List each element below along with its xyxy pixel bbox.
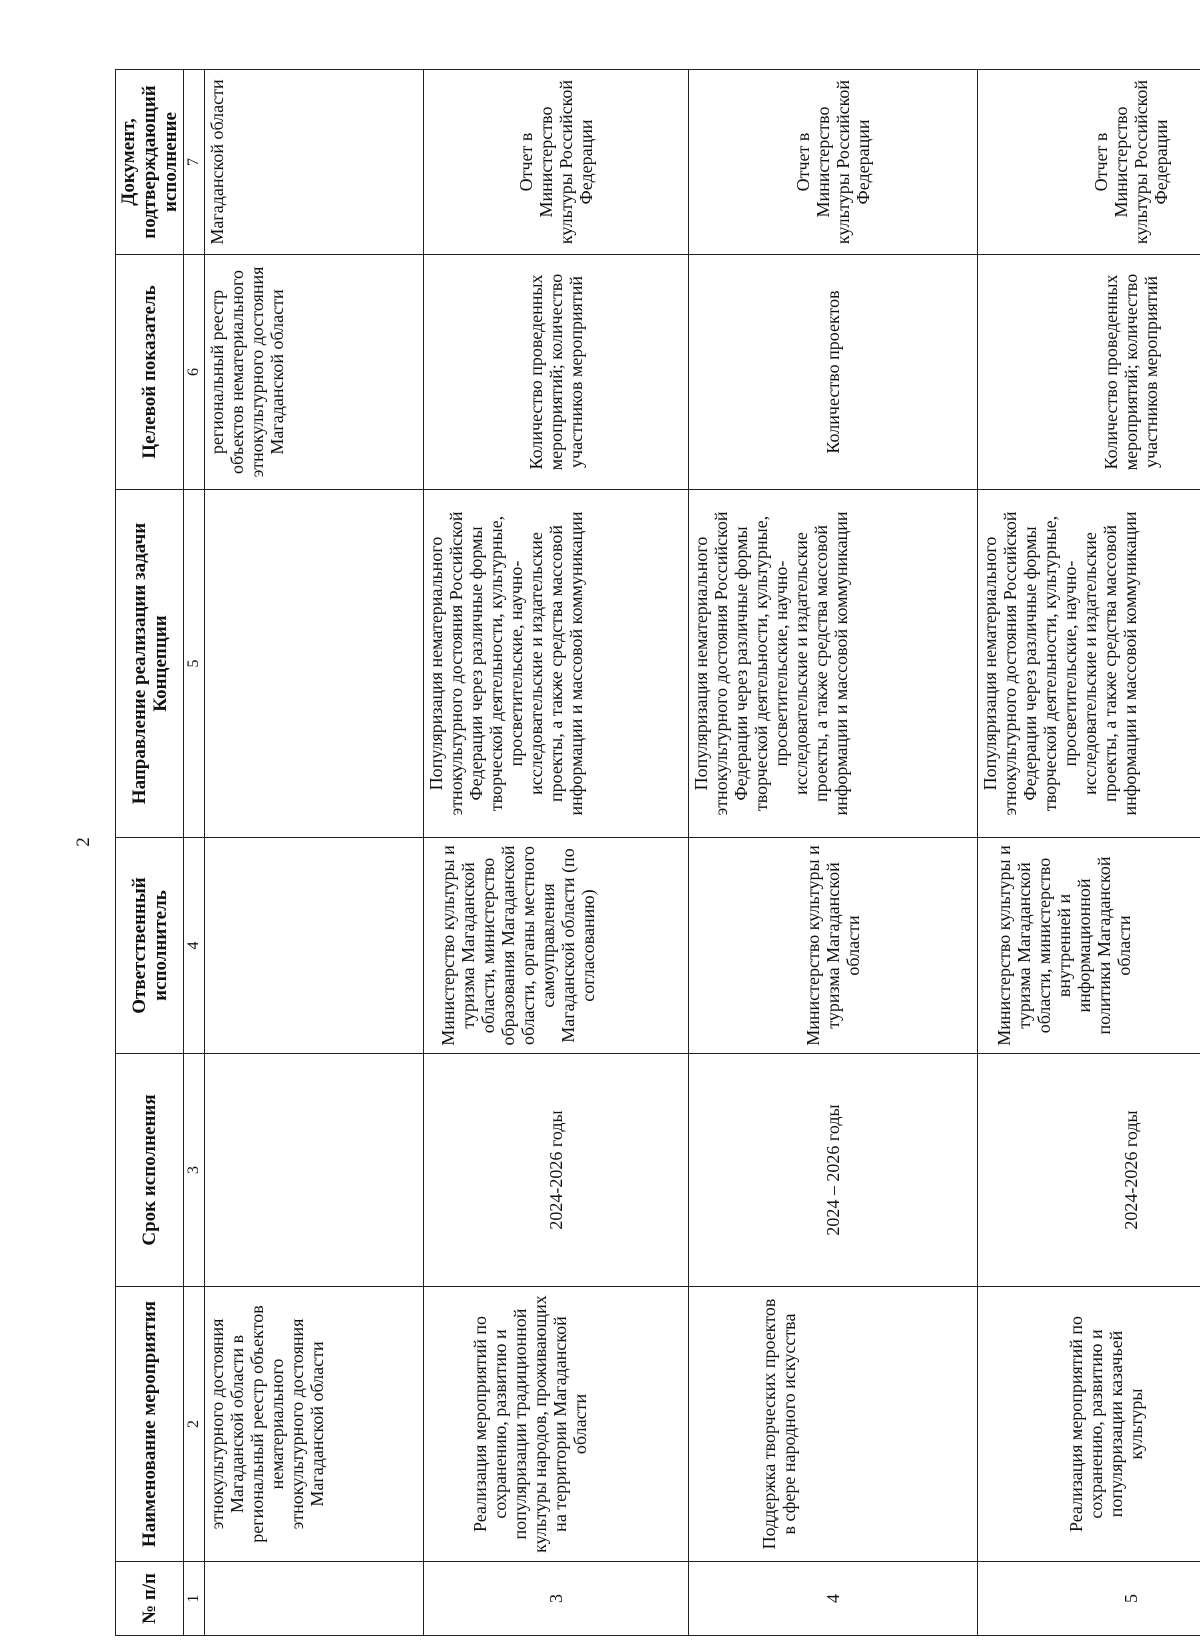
row-num: 5	[978, 1562, 1200, 1636]
row-num: 4	[689, 1562, 978, 1636]
table-row	[689, 70, 978, 1636]
row-name: Поддержка творческих проектов в сфере народного искусства	[689, 1287, 978, 1562]
page-number: 2	[73, 837, 94, 847]
column-number: 6	[184, 255, 205, 490]
row-document: Отчет в Министерство культуры Российской Федерации	[689, 70, 978, 255]
column-number: 2	[184, 1287, 205, 1562]
row-term	[205, 1054, 424, 1287]
row-indicator: региональный реестр объектов нематериального этнокультурного достояния Магаданской области	[205, 255, 424, 490]
column-number: 5	[184, 490, 205, 838]
row-executor	[205, 838, 424, 1054]
row-executor: Министерство культуры и туризма Магаданской области, министерство внутренней и информационной политики Магаданской области	[978, 838, 1200, 1054]
row-num	[205, 1562, 424, 1636]
column-number: 1	[184, 1562, 205, 1636]
row-direction: Популяризация нематериального этнокультурного достояния Российской Федерации через различные формы творческой деятельности, культурные, просветительские, научно-исследовательские и издательские проекты, а также средства массовой информации и массовой коммуникации	[424, 490, 689, 838]
header-term: Срок исполнения	[116, 1054, 184, 1287]
row-document: Отчет в Министерство культуры Российской Федерации	[424, 70, 689, 255]
table-row	[424, 70, 689, 1636]
row-direction	[205, 490, 424, 838]
header-direction: Направление реализации задачи Концепции	[116, 490, 184, 838]
column-number: 3	[184, 1054, 205, 1287]
row-name: Реализация мероприятий по сохранению, развитию и популяризации казачьей культуры	[978, 1287, 1200, 1562]
header-executor: Ответственный исполнитель	[116, 838, 184, 1054]
row-document: Магаданской области	[205, 70, 424, 255]
row-direction: Популяризация нематериального этнокультурного достояния Российской Федерации через различные формы творческой деятельности, культурные, просветительские, научно-исследовательские и издательские проекты, а также средства массовой информации и массовой коммуникации	[978, 490, 1200, 838]
row-term: 2024 – 2026 годы	[689, 1054, 978, 1287]
rotated-table-container	[115, 70, 1171, 1636]
column-number: 4	[184, 838, 205, 1054]
row-executor: Министерство культуры и туризма Магаданской области, министерство образования Магаданской области, органы местного самоуправления Магаданской области (по согласованию)	[424, 838, 689, 1054]
row-num: 3	[424, 1562, 689, 1636]
column-number-row	[184, 70, 205, 1636]
row-term: 2024-2026 годы	[978, 1054, 1200, 1287]
header-document: Документ, подтверждающий исполнение	[116, 70, 184, 255]
row-name: этнокультурного достояния Магаданской области в региональный реестр объектов нематериального этнокультурного достояния Магаданской области	[205, 1287, 424, 1562]
row-direction: Популяризация нематериального этнокультурного достояния Российской Федерации через различные формы творческой деятельности, культурные, просветительские, научно-исследовательские и издательские проекты, а также средства массовой информации и массовой коммуникации	[689, 490, 978, 838]
row-indicator: Количество проектов	[689, 255, 978, 490]
column-number: 7	[184, 70, 205, 255]
header-name: Наименование мероприятия	[116, 1287, 184, 1562]
header-num: № п/п	[116, 1562, 184, 1636]
row-term: 2024-2026 годы	[424, 1054, 689, 1287]
row-executor: Министерство культуры и туризма Магаданской области	[689, 838, 978, 1054]
row-document: Отчет в Министерство культуры Российской Федерации	[978, 70, 1200, 255]
plan-table	[115, 69, 1200, 1636]
row-name: Реализация мероприятий по сохранению, развитию и популяризации традиционной культуры народов, проживающих на территории Магаданской области	[424, 1287, 689, 1562]
row-indicator: Количество проведенных мероприятий; количество участников мероприятий	[978, 255, 1200, 490]
header-row	[116, 70, 184, 1636]
table-row	[205, 70, 424, 1636]
header-indicator: Целевой показатель	[116, 255, 184, 490]
row-indicator: Количество проведенных мероприятий; количество участников мероприятий	[424, 255, 689, 490]
table-row	[978, 70, 1200, 1636]
